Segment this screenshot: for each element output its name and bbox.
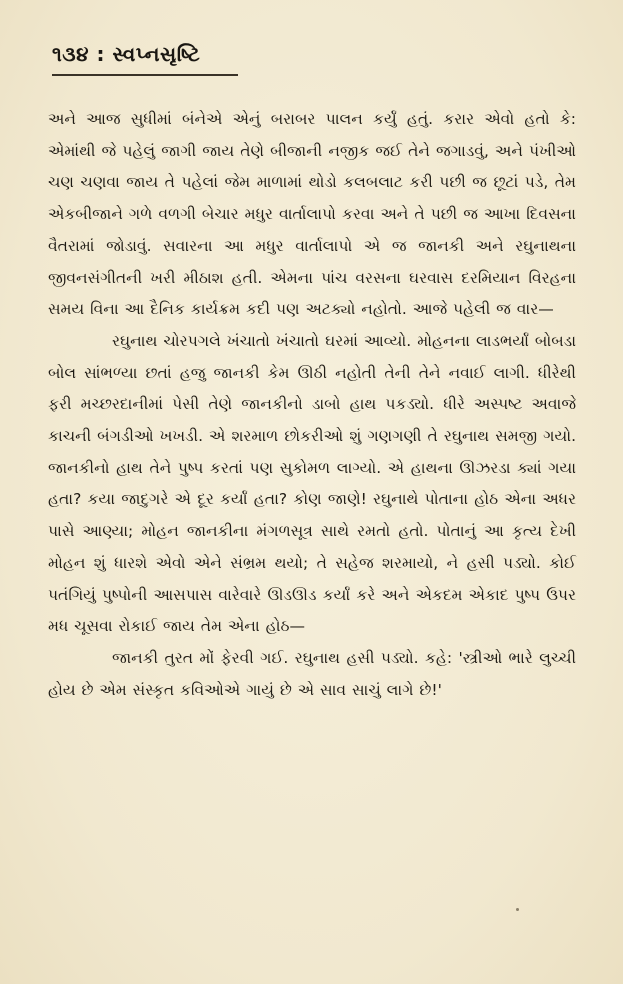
print-speck [516,908,519,911]
body-text [48,104,576,706]
paragraph-2: રઘુનાથ ચોરપગલે ખંચાતો ખંચાતો ઘરમાં આવ્યો. મોહનના લાડભર્યાં બોબડા બોલ સાંભળ્યા છતાં હજુ જાનકી કેમ ઊઠી નહોતી તેની તેને નવાઈ લાગી. ધીરેથી ફરી મચ્છરદાનીમાં પેસી તેણે જાનકીનો ડાબો હાથ પકડ્યો. ધીરે અસ્પષ્ટ અવાજે કાચની બંગડીઓ ખખડી. એ શરમાળ છોકરીઓ શું ગણગણી તે રઘુનાથ સમજી ગયો. જાનકીનો હાથ તેને પુષ્પ કરતાં પણ સુકોમળ લાગ્યો. એ હાથના ઊઝરડા ક્યાં ગયા હતા? કયા જાદુગરે એ દૂર કર્યાં હતા? કોણ જાણે! રઘુનાથે પોતાના હોઠ એના અધર પાસે આણ્યા; મોહન જાનકીના મંગળસૂત્ર સાથે રમતો હતો. પોતાનું આ કૃત્ય દેખી મોહન શું ધારશે એવો એને સંભ્રમ થયો; તે સહેજ શરમાયો, ને હસી પડ્યો. કોઈ પતંગિયું પુષ્પોની આસપાસ વારેવારે ઊડઊડ કર્યાં કરે અને એકદમ એકાદ પુષ્પ ઉપર મધ ચૂસવા રોકાઈ જાય તેમ એના હોઠ— [48,331,576,636]
page-header: ૧૩૪ : સ્વપ્નસૃષ્ટિ [52,42,201,66]
paragraph-1: અને આજ સુધીમાં બંનેએ એનું બરાબર પાલન કર્યું હતું. કરાર એવો હતો કે: એમાંથી જે પહેલું જાગી જાય તેણે બીજાની નજીક જઈ તેને જગાડવું, અને પંખીઓ ચણ ચણવા જાય તે પહેલાં જેમ માળામાં થોડો કલબલાટ કરી પછી જ છૂટાં પડે, તેમ એકબીજાને ગળે વળગી બેચાર મધુર વાર્તાલાપો કરવા અને તે પછી જ આખા દિવસના વૈતરામાં જોડાવું. સવારના આ મધુર વાર્તાલાપો એ જ જાનકી અને રઘુનાથના જીવનસંગીતની ખરી મીઠાશ હતી. એમના પાંચ વરસના ઘરવાસ દરમિયાન વિરહના સમય વિના આ દૈનિક કાર્યક્રમ કદી પણ અટક્યો નહોતો. આજે પહેલી જ વાર— [48,110,576,319]
paragraph-3: જાનકી તુરત મોં ફેરવી ગઈ. રઘુનાથ હસી પડ્યો. કહે: 'સ્ત્રીઓ ભારે લુચ્ચી હોય છે એમ સંસ્કૃત કવિઓએ ગાયું છે એ સાવ સાચું લાગે છે!' [48,648,576,699]
header-underline [52,74,238,76]
